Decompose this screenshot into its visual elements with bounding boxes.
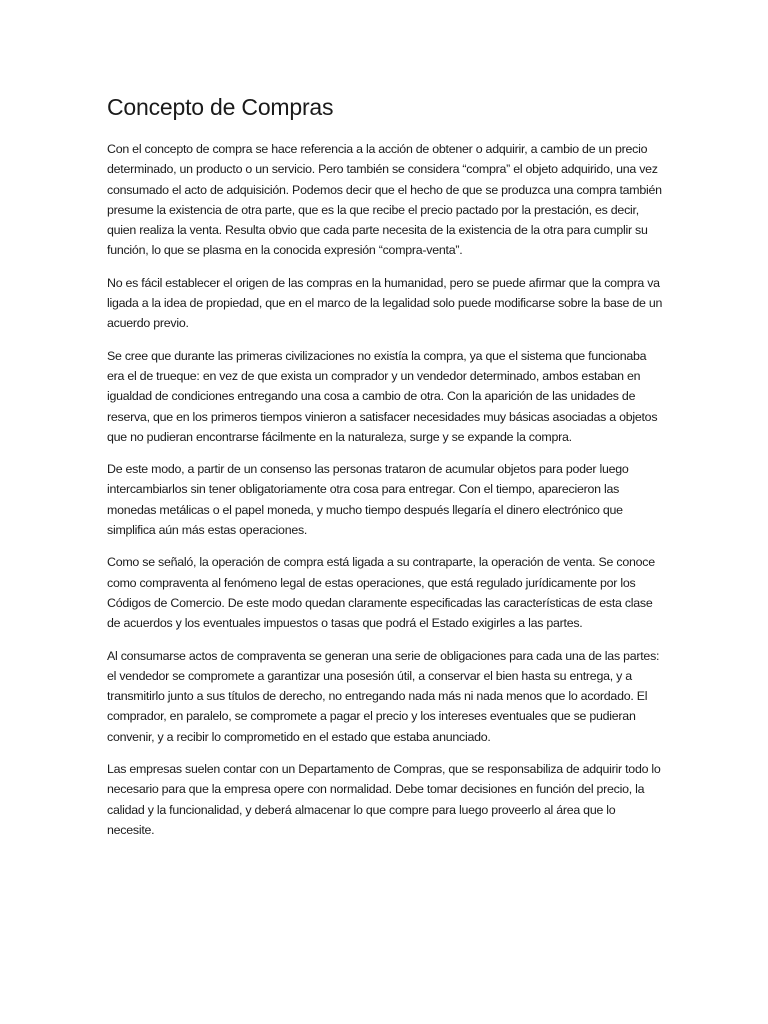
document-body [107,92,663,852]
document-title: Concepto de Compras [107,94,334,120]
paragraph: Como se señaló, la operación de compra está ligada a su contraparte, la operación de venta. Se conoce como compraventa al fenómeno legal de estas operaciones, que está regulado jurídicamente por los Códigos de Comercio. De este modo quedan claramente especificadas las características de esta clase de acuerdos y los eventuales impuestos o tasas que podrá el Estado exigirles a las partes. [107,555,655,631]
paragraph: De este modo, a partir de un consenso las personas trataron de acumular objetos para poder luego intercambiarlos sin tener obligatoriamente otra cosa para entregar. Con el tiempo, aparecieron las monedas metálicas o el papel moneda, y mucho tiempo después llegaría el dinero electrónico que simplifica aún más estas operaciones. [107,462,629,538]
paragraph: No es fácil establecer el origen de las compras en la humanidad, pero se puede afirmar que la compra va ligada a la idea de propiedad, que en el marco de la legalidad solo puede modificarse sobre la base de un acuerdo previo. [107,275,663,331]
paragraph: Se cree que durante las primeras civilizaciones no existía la compra, ya que el sistema que funcionaba era el de trueque: en vez de que exista un comprador y un vendedor determinado, ambos estaban en igualdad de condiciones entregando una cosa a cambio de otra. Con la aparición de las unidades de reserva, que en los primeros tiempos vinieron a satisfacer necesidades muy básicas asociadas a objetos que no pudieran encontrarse fácilmente en la naturaleza, surge y se expande la compra. [107,348,658,444]
paragraph: Con el concepto de compra se hace referencia a la acción de obtener o adquirir, a cambio de un precio determinado, un producto o un servicio. Pero también se considera “compra” el objeto adquirido, una vez consumado el acto de adquisición. Podemos decir que el hecho de que se produzca una compra también presume la existencia de otra parte, que es la que recibe el precio pactado por la prestación, es decir, quien realiza la venta. Resulta obvio que cada parte necesita de la existencia de la otra para cumplir su función, lo que se plasma en la conocida expresión “compra-venta”. [107,142,662,258]
paragraph: Al consumarse actos de compraventa se generan una serie de obligaciones para cada una de las partes: el vendedor se compromete a garantizar una posesión útil, a conservar el bien hasta su entrega, y a transmitirlo junto a sus títulos de derecho, no entregando nada más ni nada menos que lo acordado. El comprador, en paralelo, se compromete a pagar el precio y los intereses eventuales que se pudieran convenir, y a recibir lo comprometido en el estado que estaba anunciado. [107,648,660,744]
paragraph: Las empresas suelen contar con un Departamento de Compras, que se responsabiliza de adquirir todo lo necesario para que la empresa opere con normalidad. Debe tomar decisiones en función del precio, la calidad y la funcionalidad, y deberá almacenar lo que compre para luego proveerlo al área que lo necesite. [107,762,661,837]
